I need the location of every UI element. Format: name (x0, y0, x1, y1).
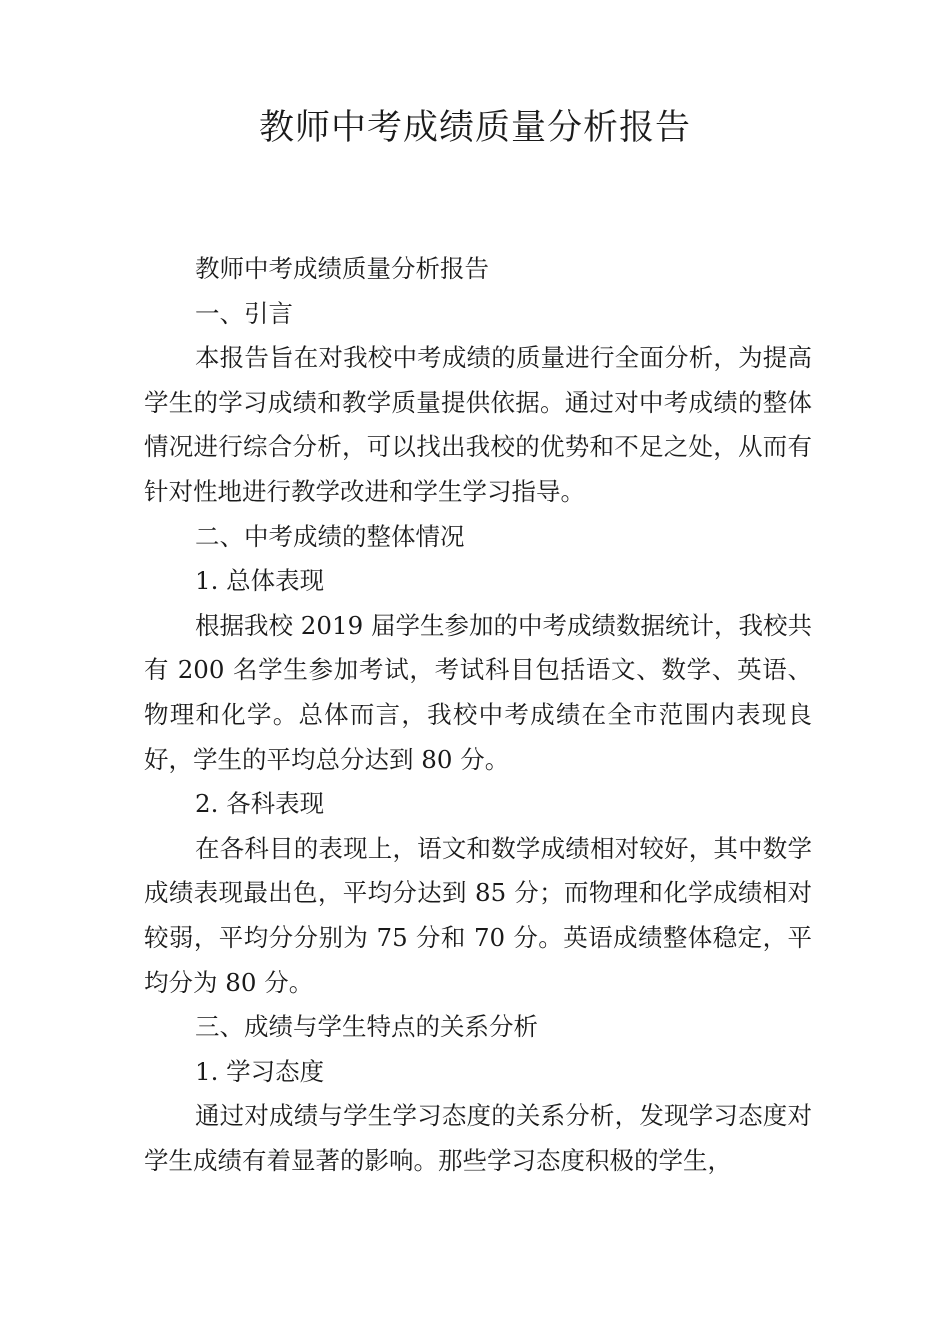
section-heading-overall: 二、中考成绩的整体情况 (195, 521, 465, 551)
introduction-paragraph: 本报告旨在对我校中考成绩的质量进行全面分析，为提高学生的学习成绩和教学质量提供依据。通过对中考成绩的整体情况进行综合分析，可以找出我校的优势和不足之处，从而有针对性地进行教学改进和学生学习指导。 (144, 343, 812, 506)
subheading-subject-performance: 2. 各科表现 (195, 789, 325, 819)
subheading-overall-performance: 1. 总体表现 (195, 566, 325, 596)
subject-performance-paragraph: 在各科目的表现上，语文和数学成绩相对较好，其中数学成绩表现最出色，平均分达到 85 分；而物理和化学成绩相对较弱，平均分分别为 75 分和 70 分。英语成绩整体稳定，平均分为 80 分。 (144, 833, 812, 997)
learning-attitude-paragraph: 通过对成绩与学生学习态度的关系分析，发现学习态度对学生成绩有着显著的影响。那些学习态度积极的学生， (144, 1101, 812, 1175)
subtitle-paragraph: 教师中考成绩质量分析报告 (195, 254, 489, 283)
section-heading-introduction: 一、引言 (195, 298, 293, 328)
section-heading-relationship: 三、成绩与学生特点的关系分析 (195, 1012, 538, 1042)
document-title: 教师中考成绩质量分析报告 (258, 108, 691, 148)
document-body (144, 247, 812, 1183)
subheading-learning-attitude: 1. 学习态度 (195, 1056, 325, 1086)
overall-performance-paragraph: 根据我校 2019 届学生参加的中考成绩数据统计，我校共有 200 名学生参加考试，考试科目包括语文、数学、英语、物理和化学。总体而言，我校中考成绩在全市范围内表现良好，学生的平均总分达到 80 分。 (144, 610, 812, 774)
